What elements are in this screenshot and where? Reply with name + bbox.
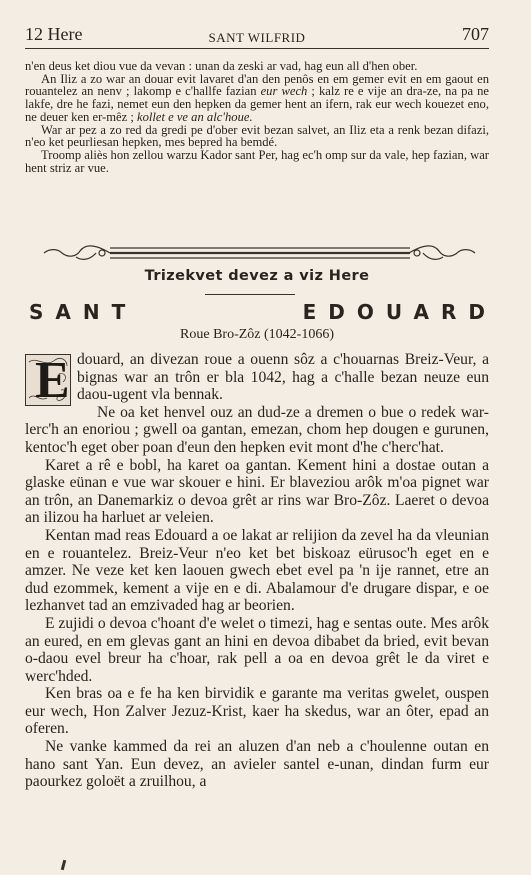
previous-entry-ending bbox=[25, 60, 489, 174]
header-center: SANT WILFRID bbox=[208, 30, 306, 45]
main-text bbox=[25, 351, 489, 791]
title-rule bbox=[205, 294, 295, 295]
printer-mark bbox=[61, 860, 66, 870]
body-paragraph-1: E douard, an divezan roue a ouenn sôz a c'houarnas Breiz-Veur, a bignas war an trôn er bla 1042, hag a c'halle bezan neuze eun daou-ugent vla bennak. bbox=[25, 351, 489, 404]
drop-cap-letter: E bbox=[35, 352, 70, 409]
previous-paragraph-1: n'en deus ket diou vue da vevan : unan da zeski ar vad, hag eun all d'hen ober. bbox=[25, 59, 418, 73]
header-left: 12 Here bbox=[25, 24, 83, 44]
saint-subtitle: Roue Bro-Zôz (1042-1066) bbox=[180, 327, 334, 342]
body-paragraph-5: E zujidi o devoa c'hoant d'e welet o timezi, hag e sentas oute. Mes arôk an eured, en em glevas gant an hini en devoa dibabet da bried, evit bevan o-daou evel breur ha c'hoar, rak pell a oa en devoa grêt le da viret e werc'hded. bbox=[25, 614, 489, 685]
saint-title-word-2: EDOUARD bbox=[302, 300, 497, 324]
body-paragraph-3: Karet a rê e bobl, ha karet oa gantan. Kement hini a dostae outan a glaske eünan e vue war skouer e hini. Er blaveziou arôk m'oa pignet war an trôn, an Danemarkiz o devoa grêt ar rins war Bro-Zôz. Laeret o devoa an ilizou ha harluet ar veleien. bbox=[25, 456, 489, 527]
body-paragraph-4: Kentan mad reas Edouard a oe lakat ar relijion da zevel ha da vleunian en e rouantelez. Breiz-Veur n'eo ket bet biskoaz eürusoc'h eget en e amzer. Ne veze ket ken laouen gwech ebet evel pa 'n ije rannet, etre an dud ezommek, kement a vije en e di. Abalamour d'e drugare dispar, e oe lezhanvet tad an emzivaded hag ar beorien. bbox=[25, 526, 489, 615]
body-paragraph-6: Ken bras oa e fe ha ken birvidik e garante ma veritas gwelet, ouspen eur wech, Hon Zalver Jezuz-Krist, kaer ha skedus, war an ôter, epad an oferen. bbox=[25, 685, 489, 738]
body-paragraph-2: Ne oa ket henvel ouz an dud-ze a dremen o bue o redek war-lerc'h an enoriou ; gwell oa gantan, emezan, chom hep dougen e gurunen, kentoc'h eget ober poan d'eun den hepken evit mont d'he c'herc'hat. bbox=[25, 403, 489, 456]
body-paragraph-7: Ne vanke kammed da rei an aluzen d'an neb a c'houlenne outan en hano sant Yan. Eun devez, an avieler santel e-unan, dindan furm eur paourkez goloët a zruilhou, a bbox=[25, 738, 489, 791]
previous-paragraph-2: An Iliz a zo war an douar evit lavaret d'an den penôs en em gemer evit en em gaout en rouantelez an nenv ; lakomp e c'hallfe fazian eur wech ; kalz re e vije an dra-ze, na pa ne lakfe, dre he fazi, nemet eun den hepken da gemer hent an ifern, rak eur wech kouezet eno, ne deuer ken er-mêz ; kollet e ve an alc'houe. bbox=[25, 71, 490, 124]
running-header bbox=[25, 22, 489, 49]
day-title: Trizekvet devez a viz Here bbox=[144, 268, 370, 284]
page-number: 707 bbox=[462, 24, 489, 44]
drop-cap bbox=[25, 352, 71, 409]
saint-title-word-1: SANT bbox=[29, 300, 138, 324]
ornamental-divider bbox=[40, 242, 479, 264]
previous-paragraph-3: War ar pez a zo red da gredi pe d'ober evit bezan salvet, an Iliz eta a renk bezan difazi, n'eo ket peurliesan hepken, mes bepred ha bemdé. bbox=[25, 122, 489, 150]
previous-paragraph-4: Troomp aliès hon zellou warzu Kador sant Per, hag ec'h omp sur da vale, hep fazian, war hent striz ar vue. bbox=[25, 147, 489, 175]
